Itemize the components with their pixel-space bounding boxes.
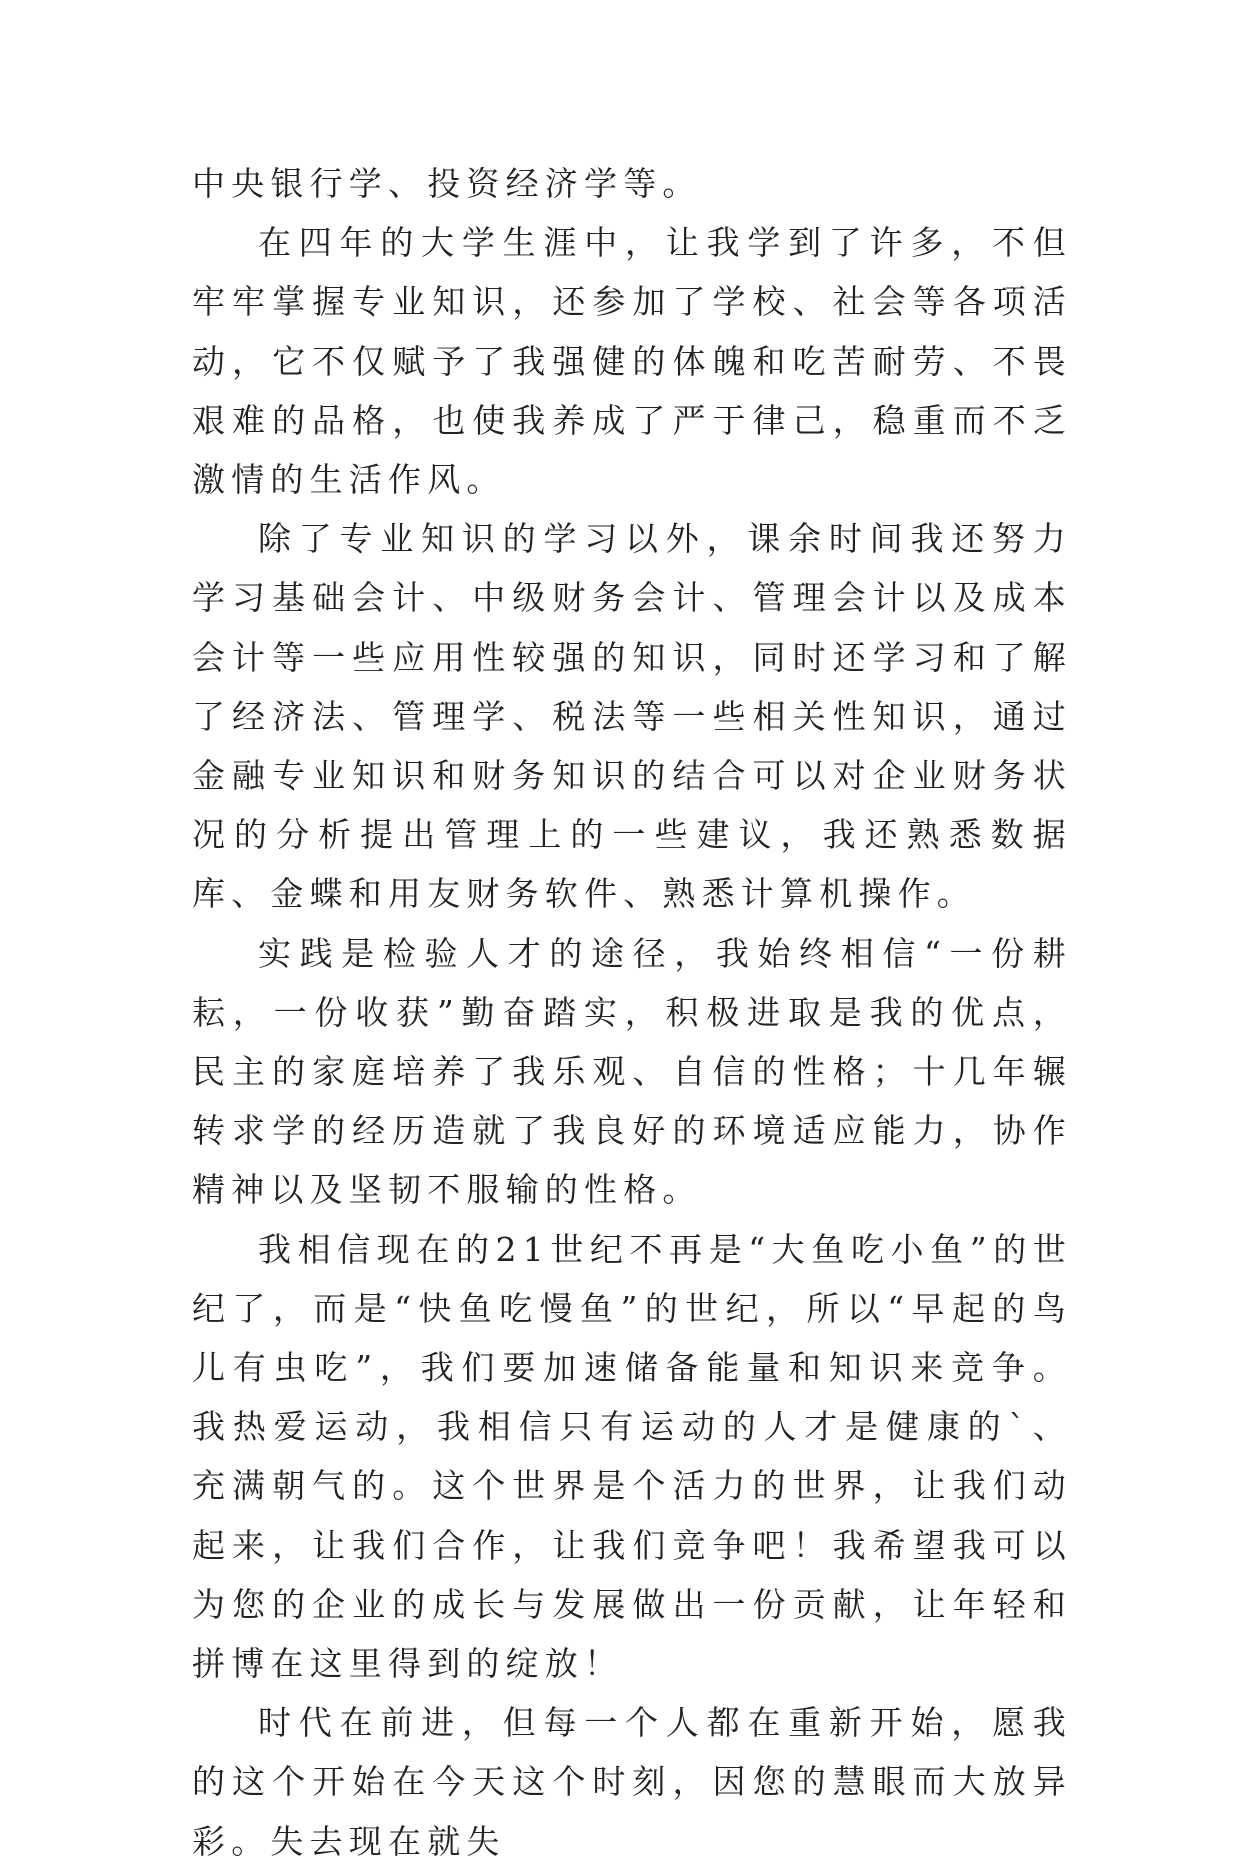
paragraph-5: 我相信现在的21世纪不再是“大鱼吃小鱼”的世纪了，而是“快鱼吃慢鱼”的世纪，所以“早起的鸟儿有虫吃”，我们要加速储备能量和知识来竞争。我热爱运动，我相信只有运动的人才是健康的`、充满朝气的。这个世界是个活力的世界，让我们动起来，让我们合作，让我们竞争吧！我希望我可以为您的企业的成长与发展做出一份贡献，让年轻和拼博在这里得到的绽放！	[192, 1229, 1072, 1684]
paragraph-4: 实践是检验人才的途径，我始终相信“一份耕耘，一份收获”勤奋踏实，积极进取是我的优点，民主的家庭培养了我乐观、自信的性格；十几年辗转求学的经历造就了我良好的环境适应能力，协作精神以及坚韧不服输的性格。	[192, 933, 1072, 1210]
body-text	[192, 154, 1072, 1871]
paragraph-3: 除了专业知识的学习以外，课余时间我还努力学习基础会计、中级财务会计、管理会计以及成本会计等一些应用性较强的知识，同时还学习和了解了经济法、管理学、税法等一些相关性知识，通过金融专业知识和财务知识的结合可以对企业财务状况的分析提出管理上的一些建议，我还熟悉数据库、金蝶和用友财务软件、熟悉计算机操作。	[192, 519, 1072, 914]
paragraph-6: 时代在前进，但每一个人都在重新开始，愿我的这个开始在今天这个时刻，因您的慧眼而大放异彩。失去现在就失	[192, 1703, 1072, 1861]
paragraph-1: 中央银行学、投资经济学等。	[192, 164, 702, 203]
paragraph-2: 在四年的大学生涯中，让我学到了许多，不但牢牢掌握专业知识，还参加了学校、社会等各项活动，它不仅赋予了我强健的体魄和吃苦耐劳、不畏艰难的品格，也使我养成了严于律己，稳重而不乏激情的生活作风。	[192, 223, 1072, 500]
